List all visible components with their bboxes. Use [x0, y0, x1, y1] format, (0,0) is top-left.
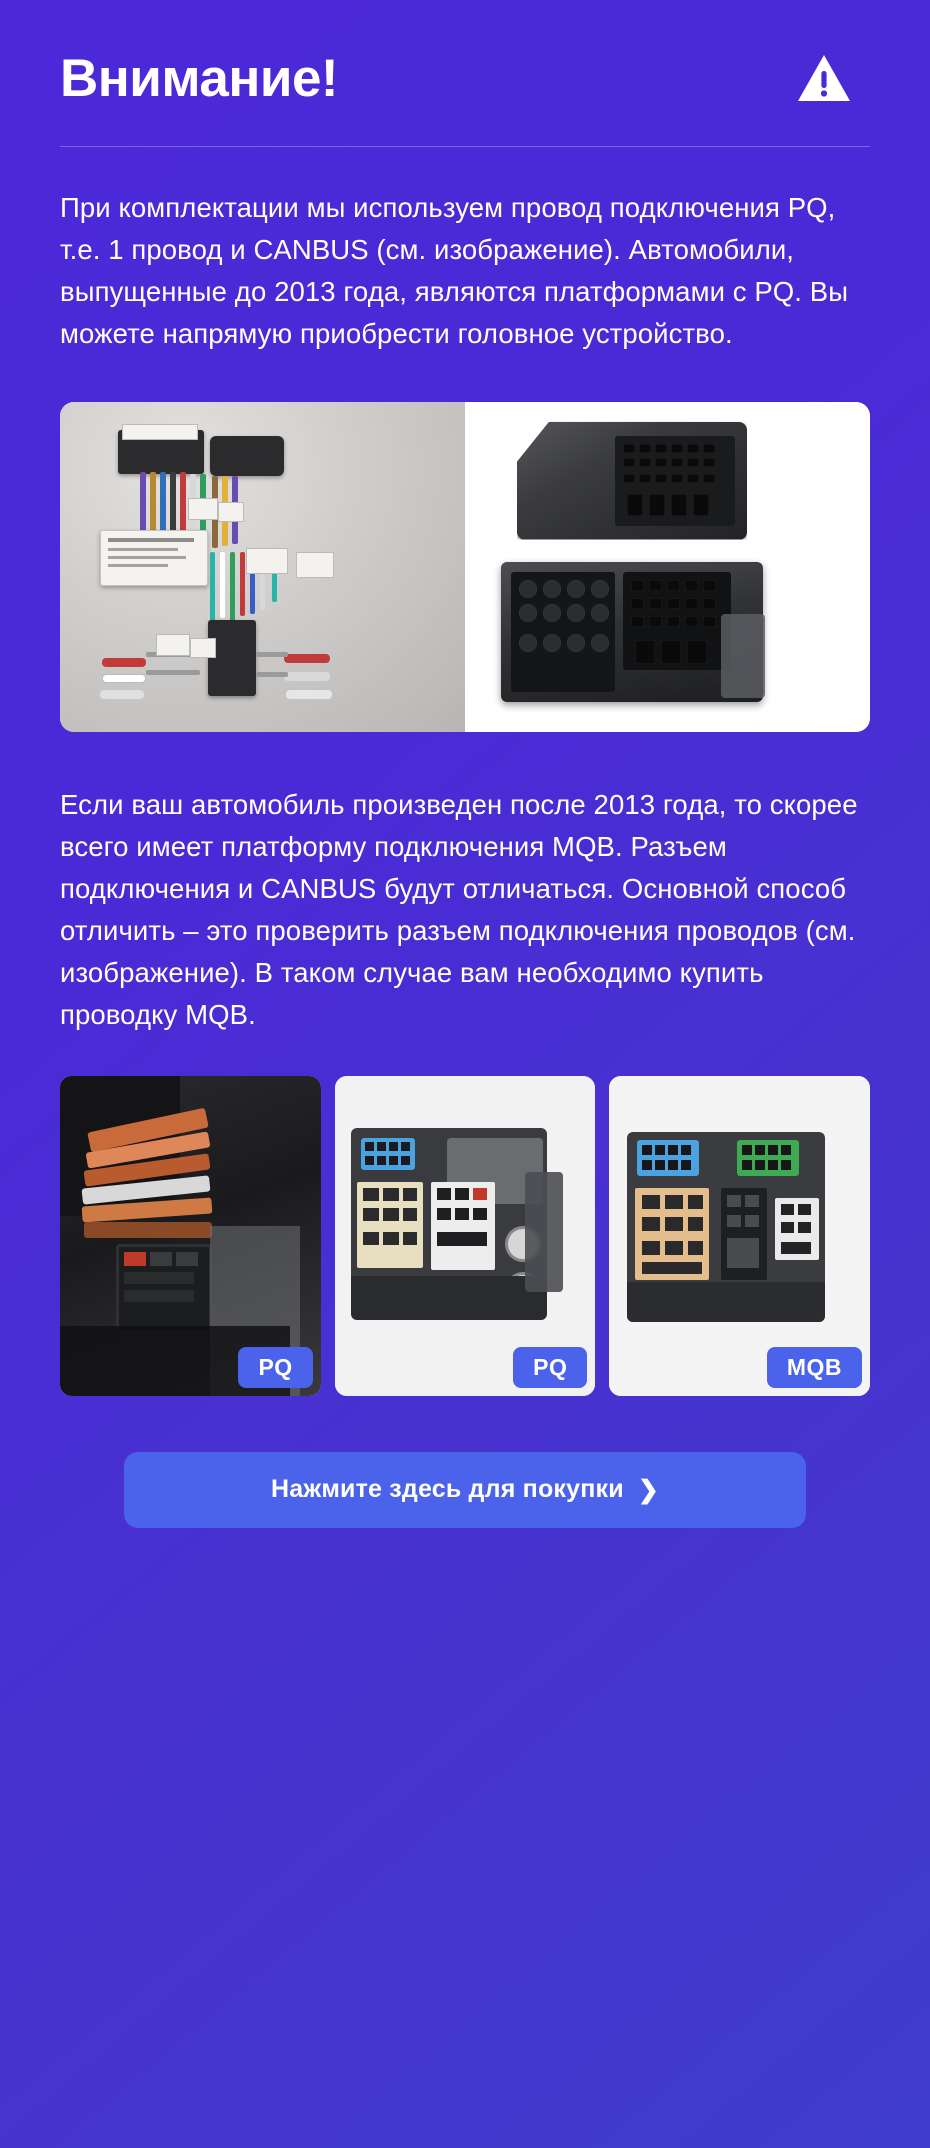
- gallery-pq-hardware: [60, 402, 870, 732]
- cta-label: Нажмите здесь для покупки: [271, 1475, 624, 1504]
- header-divider: [60, 146, 870, 147]
- badge-pq-2: PQ: [513, 1347, 587, 1388]
- intro-paragraph: При комплектации мы используем провод подключения PQ, т.е. 1 провод и CANBUS (см. изображение). Автомобили, выпущенные до 2013 года, являются платформами с PQ. Вы можете напрямую приобрести головное устройство.: [60, 192, 849, 350]
- mqb-connector-photo: [609, 1076, 870, 1396]
- gallery-connector-comparison: [60, 1076, 870, 1396]
- page-header: [60, 0, 870, 146]
- connector-in-car-photo: [60, 1076, 321, 1396]
- buy-now-button[interactable]: [124, 1452, 806, 1528]
- warning-triangle-icon: [796, 53, 852, 105]
- cta-container: [60, 1396, 870, 1588]
- badge-mqb: MQB: [767, 1347, 862, 1388]
- page-title: Внимание!: [60, 49, 339, 108]
- chevron-right-icon: ❯: [637, 1475, 659, 1504]
- pq-connector-photo: [335, 1076, 596, 1396]
- badge-pq-1: PQ: [238, 1347, 312, 1388]
- connector-photo: [465, 402, 870, 732]
- wiring-harness-photo: [60, 402, 465, 732]
- mqb-paragraph: Если ваш автомобиль произведен после 2013 года, то скорее всего имеет платформу подключения MQB. Разъем подключения и CANBUS будут отличаться. Основной способ отличить – это проверить разъем подключения проводов (см. изображение). В таком случае вам необходимо купить проводку MQB.: [60, 788, 858, 1030]
